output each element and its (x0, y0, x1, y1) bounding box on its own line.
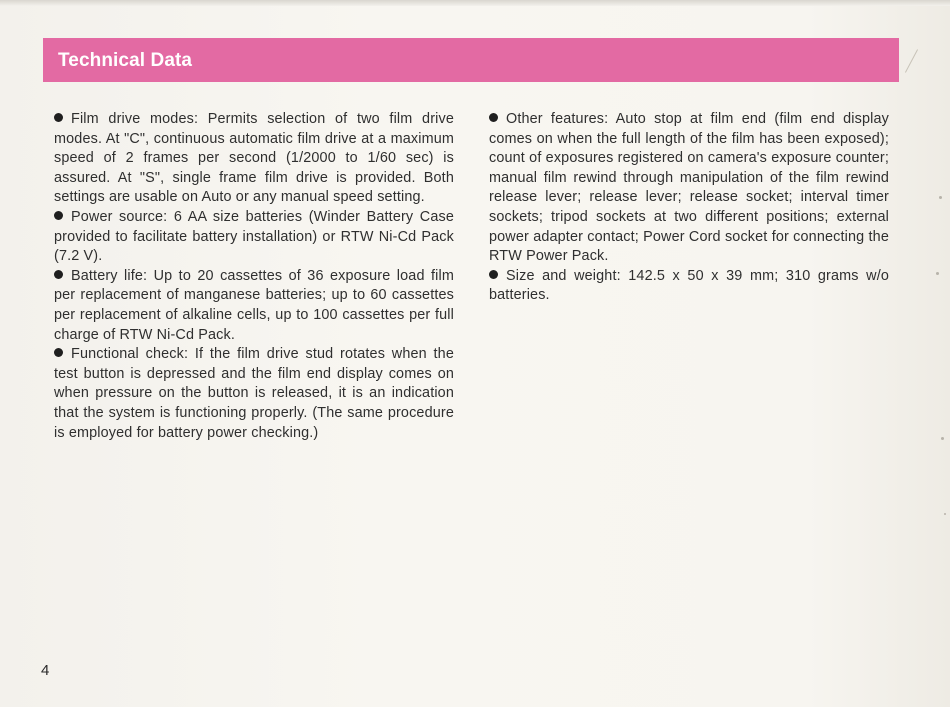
spec-text: Film drive modes: Permits selection of two film drive modes. At "C", continuous automatic film drive at a maximum speed of 2 frames per second (1/2000 to 1/60 sec) is assured. At "S", single frame film drive is provided. Both settings are usable on Auto or any manual speed setting. (54, 111, 454, 206)
spec-item-size-weight (489, 267, 889, 306)
bullet-icon (489, 113, 498, 122)
spec-item-power-source (54, 208, 454, 267)
spec-item-battery-life (54, 267, 454, 345)
section-title: Technical Data (58, 50, 193, 71)
spec-text: Battery life: Up to 20 cassettes of 36 exposure load film per replacement of manganese batteries; up to 60 cassettes per replacement of alkaline cells, up to 100 cassettes per full charge of RTW Ni-Cd Pack. (54, 267, 454, 343)
corner-mark (905, 49, 918, 72)
page-top-edge (0, 0, 950, 6)
page-number: 4 (41, 662, 50, 679)
paper-speck (944, 513, 946, 515)
spec-item-other-features (489, 110, 889, 267)
bullet-icon (54, 348, 63, 357)
paper-speck (939, 196, 942, 199)
bullet-icon (489, 270, 498, 279)
spec-item-functional-check (54, 345, 454, 443)
spec-item-film-drive-modes (54, 110, 454, 208)
bullet-icon (54, 211, 63, 220)
section-header-bar (43, 38, 899, 82)
bullet-icon (54, 270, 63, 279)
right-column (489, 110, 889, 306)
paper-speck (941, 437, 944, 440)
paper-speck (936, 272, 939, 275)
spec-text: Other features: Auto stop at film end (film end display comes on when the full length of the film has been exposed); count of exposures registered on camera's exposure counter; manual film rewind through manipulation of the film rewind release lever; release lever; release socket; interval timer sockets; tripod sockets at two different positions; external power adapter contact; Power Cord socket for connecting the RTW Power Pack. (489, 111, 889, 265)
left-column (54, 110, 454, 443)
spec-text: Functional check: If the film drive stud rotates when the test button is depressed and the film end display comes on when pressure on the button is released, it is an indication that the system is functioning properly. (The same procedure is employed for battery power checking.) (54, 346, 454, 441)
spec-text: Size and weight: 142.5 x 50 x 39 mm; 310 grams w/o batteries. (489, 267, 889, 304)
spec-text: Power source: 6 AA size batteries (Winder Battery Case provided to facilitate battery installation) or RTW Ni-Cd Pack (7.2 V). (54, 208, 454, 265)
bullet-icon (54, 113, 63, 122)
